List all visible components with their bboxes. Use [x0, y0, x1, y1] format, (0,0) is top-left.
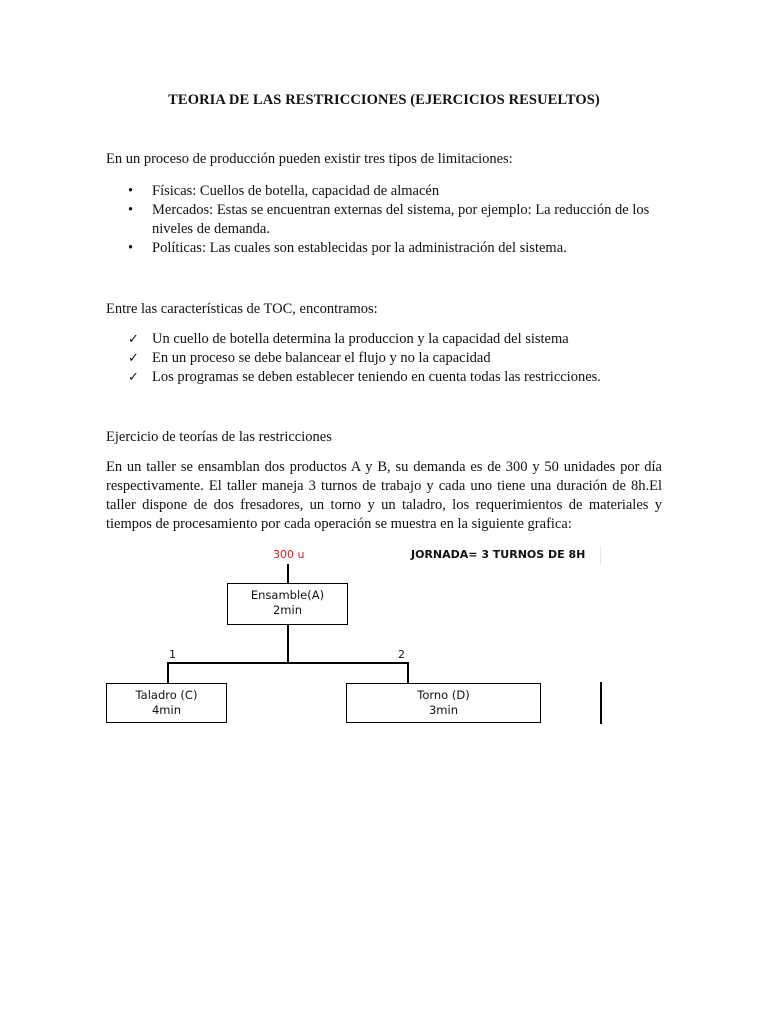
demand-label: 300 u	[273, 548, 305, 561]
list-item: ✓ Los programas se deben establecer teniendo en cuenta todas las restricciones.	[128, 369, 601, 385]
node-ensamble: Ensamble(A) 2min	[227, 583, 348, 625]
checkmark-icon: ✓	[128, 332, 139, 347]
list-item: • Físicas: Cuellos de botella, capacidad de almacén	[128, 183, 440, 199]
checkmark-icon: ✓	[128, 370, 139, 385]
node-taladro: Taladro (C) 4min	[106, 683, 227, 723]
list-item: ✓ En un proceso se debe balancear el flujo y no la capacidad	[128, 350, 491, 366]
connector-line	[167, 662, 408, 664]
bullet-icon: •	[128, 183, 134, 199]
exercise-paragraph: En un taller se ensamblan dos productos A y B, su demanda es de 300 y 50 unidades por día respectivamente. El taller maneja 3 turnos de trabajo y cada uno tiene una duración de 8h.El taller dispone de dos fresadores, un torno y un taladro, los requerimientos de materiales y tiempos de procesamiento por cada operación se muestra en la siguiente grafica:	[106, 459, 662, 532]
exercise-heading: Ejercicio de teorías de las restricciones	[106, 429, 332, 445]
toc-intro-paragraph: Entre las características de TOC, encontramos:	[106, 301, 378, 317]
node-torno: Torno (D) 3min	[346, 683, 541, 723]
list-item: • Mercados: Estas se encuentran externas del sistema, por ejemplo: La reducción de los niveles de demanda.	[128, 202, 650, 237]
margin-line	[600, 682, 602, 724]
checkmark-icon: ✓	[128, 351, 139, 366]
document-title: TEORIA DE LAS RESTRICCIONES (EJERCICIOS RESUELTOS)	[168, 92, 600, 108]
list-item: ✓ Un cuello de botella determina la produccion y la capacidad del sistema	[128, 331, 569, 347]
list-item: • Políticas: Las cuales son establecidas por la administración del sistema.	[128, 240, 567, 256]
jornada-label: JORNADA= 3 TURNOS DE 8H	[411, 548, 586, 561]
divider	[600, 546, 601, 564]
bullet-icon: •	[128, 240, 134, 256]
connector-line	[287, 625, 289, 663]
qty-label-left: 1	[169, 648, 176, 661]
intro-paragraph: En un proceso de producción pueden existir tres tipos de limitaciones:	[106, 151, 513, 167]
bullet-icon: •	[128, 202, 134, 218]
connector-line	[287, 564, 289, 584]
connector-line	[407, 662, 409, 684]
qty-label-right: 2	[398, 648, 405, 661]
connector-line	[167, 662, 169, 684]
